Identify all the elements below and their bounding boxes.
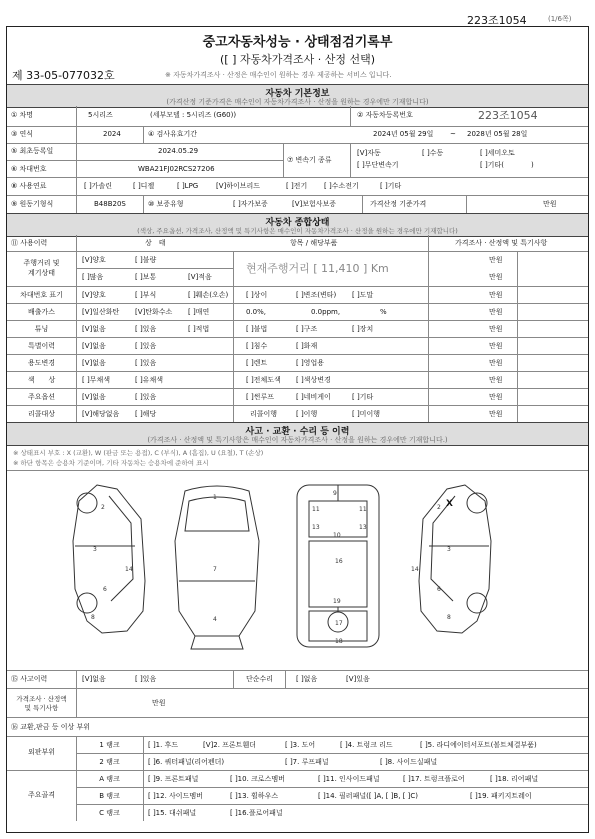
options-navigation: [ ]네비게이	[296, 393, 331, 401]
simple-repair-label: 단순수리	[246, 675, 274, 683]
special-price-unit: 만원	[489, 342, 503, 350]
simple-repair-yes: [V]있음	[346, 675, 370, 683]
recall-none: [V]해당없음	[82, 410, 120, 418]
recall-done-label: 리콜이행	[250, 410, 278, 418]
part-front-fender: [V]2. 프론트휀더	[203, 741, 256, 749]
vin-mark-good: [V]양호	[82, 291, 106, 299]
tuning-legal: [ ]적법	[188, 325, 210, 333]
document-number: 223조1054	[467, 14, 527, 27]
col-item-label: 항목 / 해당부품	[290, 239, 338, 247]
recall-not-done: [ ]미이행	[352, 410, 380, 418]
part-hood: [ ]1. 후드	[148, 741, 179, 749]
basic-info-title: 자동차 기본정보	[265, 89, 330, 99]
tuning-illegal: [ ]불법	[246, 325, 268, 333]
svg-text:2: 2	[437, 504, 441, 511]
part-trunk-floor: [ ]17. 트렁크플로어	[403, 775, 465, 783]
tuning-yes: [ ]있음	[135, 325, 157, 333]
color-full-repaint: [ ]전체도색	[246, 376, 281, 384]
trans-opt-auto: [V]자동	[357, 149, 381, 157]
first-reg-value: 2024.05.29	[158, 147, 199, 155]
special-flood: [ ]침수	[246, 342, 268, 350]
special-none: [V]없음	[82, 342, 106, 350]
mileage-price-unit-1: 만원	[489, 256, 503, 264]
mileage-many: [ ]많음	[82, 273, 104, 281]
part-dash-panel: [ ]15. 대쉬패널	[148, 809, 197, 817]
outer-panel-label: 외판부위	[27, 748, 56, 756]
emission-co: [V]일산화탄	[82, 308, 120, 316]
special-history-label: 특별이력	[27, 342, 56, 350]
exchange-mark: X	[446, 499, 453, 509]
document-subtitle: ([ ] 자동차가격조사 · 산정 선택)	[219, 53, 376, 66]
svg-text:4: 4	[213, 616, 217, 623]
part-radiator-support: [ ]5. 라디에이터서포트(볼트체결부품)	[420, 741, 537, 749]
rank-c-label: C 랭크	[99, 809, 120, 817]
color-achromatic: [ ]무채색	[82, 376, 110, 384]
part-pillar-panel: [ ]14. 필러패널([ ]A, [ ]B, [ ]C)	[318, 792, 418, 800]
engine-value: B48B20S	[94, 200, 126, 208]
car-diagram	[7, 471, 588, 670]
svg-text:10: 10	[333, 532, 341, 539]
page-indicator: (1/6쪽)	[548, 15, 572, 23]
part-side-sill-panel: [ ]8. 사이드실패널	[380, 758, 438, 766]
emission-hc: [V]탄화수소	[135, 308, 173, 316]
serial-number: 제 33-05-077032호	[12, 69, 115, 82]
current-mileage: 현재주행거리 [ 11,410 ] Km	[246, 262, 389, 275]
passenger-car-note: ※ 하단 항목은 승용차 기준이며, 기타 자동차는 승용차에 준하여 표시	[13, 459, 209, 467]
tuning-device: [ ]장치	[352, 325, 374, 333]
accident-title: 사고 · 교환 · 수리 등 이력	[245, 427, 350, 437]
main-frame-label: 주요골격	[27, 791, 56, 799]
vin-mark-damaged: [ ]훼손(오손)	[188, 291, 229, 299]
emission-price-unit: 만원	[489, 308, 503, 316]
accident-note: (가격조사 · 산정액 및 특기사항은 매수인이 자동차가격조사 · 산정을 원하는 경우에만 기재합니다.)	[147, 436, 448, 444]
fuel-opt-other: [ ]기타	[380, 182, 402, 190]
svg-text:3: 3	[447, 546, 451, 553]
tuning-label: 튜닝	[34, 325, 49, 333]
mileage-bad: [ ]불량	[135, 256, 157, 264]
part-wheel-house: [ ]13. 휠하우스	[230, 792, 279, 800]
svg-text:14: 14	[411, 566, 419, 573]
usage-change-price-unit: 만원	[489, 359, 503, 367]
part-door: [ ]3. 도어	[285, 741, 316, 749]
emission-hc-value: 0.0ppm,	[311, 308, 341, 316]
rank-1-label: 1 랭크	[99, 741, 120, 749]
accident-history-label: ⑮ 사고이력	[11, 675, 48, 683]
svg-text:3: 3	[93, 546, 97, 553]
car-left-side-view	[73, 485, 145, 633]
color-chromatic: [ ]유채색	[135, 376, 163, 384]
vin-value: WBA21FJ02RCS27206	[138, 165, 215, 173]
usage-change-rent: [ ]렌트	[246, 359, 268, 367]
emission-smoke-unit: %	[380, 308, 387, 316]
svg-text:16: 16	[335, 558, 343, 565]
rank-b-label: B 랭크	[99, 792, 120, 800]
tuning-none: [V]없음	[82, 325, 106, 333]
emission-co-value: 0.0%,	[246, 308, 267, 316]
basic-info-note: (가격산정 기준가격은 매수인이 자동차가격조사 · 산정을 원하는 경우에만 기재합니다)	[166, 98, 429, 106]
fuel-opt-diesel: [ ]디젤	[133, 182, 155, 190]
inspection-tilde: ~	[450, 130, 456, 138]
car-right-side-view	[419, 485, 491, 633]
vin-mark-price-unit: 만원	[489, 291, 503, 299]
warranty-label: ⑩ 보증유형	[148, 200, 184, 208]
warranty-opt-insurer: [V]보험사보증	[292, 200, 337, 208]
trans-opt-other-close: )	[531, 161, 534, 169]
part-side-member: [ ]12. 사이드멤버	[148, 792, 203, 800]
vin-mark-label: 차대번호 표기	[20, 291, 63, 299]
car-name-label: ① 차명	[11, 111, 34, 119]
usage-change-label: 용도변경	[27, 359, 56, 367]
tuning-price-unit: 만원	[489, 325, 503, 333]
svg-text:2: 2	[101, 504, 105, 511]
year-value: 2024	[103, 130, 121, 138]
rank-a-label: A 랭크	[99, 775, 120, 783]
part-quarter-panel: [ ]6. 쿼터패널(리어펜더)	[148, 758, 225, 766]
mileage-normal: [ ]보통	[135, 273, 157, 281]
svg-text:14: 14	[125, 566, 133, 573]
usage-change-none: [V]없음	[82, 359, 106, 367]
svg-text:8: 8	[91, 614, 95, 621]
car-model-detail: (세부모델 : 5시리즈 (G60))	[150, 111, 237, 119]
emission-smoke: [ ]매연	[188, 308, 210, 316]
svg-text:1: 1	[213, 494, 217, 501]
year-label: ③ 연식	[11, 130, 34, 138]
vin-mark-different: [ ]상이	[246, 291, 268, 299]
fuel-opt-electric: [ ]전기	[286, 182, 308, 190]
svg-text:17: 17	[335, 620, 343, 627]
price-basis-unit: 만원	[543, 200, 557, 208]
col-state-label: 상 태	[145, 239, 166, 247]
part-rear-panel: [ ]18. 리어패널	[490, 775, 539, 783]
vin-mark-painted: [ ]도말	[352, 291, 374, 299]
color-price-unit: 만원	[489, 376, 503, 384]
svg-text:6: 6	[437, 586, 441, 593]
car-front-view	[175, 486, 259, 649]
part-trunk-lid: [ ]4. 트렁크 리드	[340, 741, 393, 749]
fuel-opt-hybrid: [V]하이브리드	[216, 182, 261, 190]
accident-price-label: 가격조사 · 산정액 및 특기사항	[16, 695, 67, 712]
options-other: [ ]기타	[352, 393, 374, 401]
vin-mark-altered: [ ]변조(변타)	[296, 291, 337, 299]
serial-note: ※ 자동차가격조사 · 산정은 매수인이 원하는 경우 제공하는 서비스 입니다.	[165, 71, 392, 79]
svg-text:6: 6	[103, 586, 107, 593]
svg-text:8: 8	[447, 614, 451, 621]
svg-text:9: 9	[333, 490, 337, 497]
trans-opt-other: [ ]기타(	[480, 161, 504, 169]
part-package-tray: [ ]19. 패키지트레이	[470, 792, 532, 800]
reg-number-label: ② 자동차등록번호	[357, 111, 413, 119]
svg-text:19: 19	[333, 598, 341, 605]
part-front-panel: [ ]9. 프론트패널	[148, 775, 199, 783]
inspection-from: 2024년 05월 29일	[373, 130, 434, 138]
options-none: [V]없음	[82, 393, 106, 401]
part-roof-panel: [ ]7. 루프패널	[285, 758, 329, 766]
tuning-structure: [ ]구조	[296, 325, 318, 333]
fuel-label: ⑧ 사용연료	[11, 182, 47, 190]
special-yes: [ ]있음	[135, 342, 157, 350]
part-cross-member: [ ]10. 크로스멤버	[230, 775, 285, 783]
col-price-label: 가격조사 · 산정액 및 특기사항	[455, 239, 548, 247]
recall-done: [ ]이행	[296, 410, 318, 418]
usage-change-yes: [ ]있음	[135, 359, 157, 367]
recall-label: 리콜대상	[27, 410, 56, 418]
fuel-opt-hydrogen: [ ]수소전기	[324, 182, 359, 190]
options-yes: [ ]있음	[135, 393, 157, 401]
fuel-opt-gasoline: [ ]가솔린	[84, 182, 112, 190]
svg-text:13: 13	[359, 524, 367, 531]
part-floor-panel: [ ]16.플로어패널	[230, 809, 283, 817]
car-name: 5시리즈	[88, 111, 113, 119]
trans-opt-manual: [ ]수동	[422, 149, 444, 157]
usage-change-commercial: [ ]영업용	[296, 359, 324, 367]
color-change: [ ]색상변경	[296, 376, 331, 384]
trans-opt-semiauto: [ ]세미오토	[480, 149, 515, 157]
transmission-label: ⑦ 변속기 종류	[287, 156, 332, 164]
options-label: 주요옵션	[27, 393, 56, 401]
parts-header: ⑯ 교환,판금 등 이상 부위	[11, 723, 90, 731]
inspection-to: 2028년 05월 28일	[467, 130, 528, 138]
mileage-few: [V]적음	[188, 273, 212, 281]
overall-status-note: (색상, 주요옵션, 가격조사, 산정액 및 특기사항은 매수인이 자동차가격조사 · 산정을 원하는 경우에만 기재합니다)	[137, 227, 458, 235]
mileage-price-unit-2: 만원	[489, 273, 503, 281]
emission-label: 배출가스	[27, 308, 56, 316]
part-inside-panel: [ ]11. 인사이드패널	[318, 775, 380, 783]
svg-text:11: 11	[359, 506, 367, 513]
accident-history-yes: [ ]있음	[135, 675, 157, 683]
first-reg-label: ⑤ 최초등록일	[11, 147, 54, 155]
svg-text:13: 13	[312, 524, 320, 531]
rank-2-label: 2 랭크	[99, 758, 120, 766]
options-price-unit: 만원	[489, 393, 503, 401]
engine-label: ⑨ 원동기형식	[11, 200, 54, 208]
vin-mark-corroded: [ ]부식	[135, 291, 157, 299]
recall-price-unit: 만원	[489, 410, 503, 418]
accident-history-none: [V]없음	[82, 675, 106, 683]
reg-number: 223조1054	[478, 109, 538, 122]
col-usage-label: ⑪ 사용이력	[11, 239, 48, 247]
trans-opt-cvt: [ ]무단변속기	[357, 161, 399, 169]
accident-price-unit: 만원	[152, 699, 166, 707]
svg-text:18: 18	[335, 638, 343, 645]
svg-text:7: 7	[213, 566, 217, 573]
mileage-label: 주행거리 및 계기상태	[23, 259, 60, 277]
mileage-good: [V]양호	[82, 256, 106, 264]
color-label: 색 상	[27, 376, 56, 384]
svg-text:11: 11	[312, 506, 320, 513]
inspection-label: ④ 검사유효기간	[148, 130, 198, 138]
recall-applicable: [ ]해당	[135, 410, 157, 418]
warranty-opt-self: [ ]자가보증	[233, 200, 268, 208]
document-title: 중고자동차성능 · 상태점검기록부	[202, 35, 393, 50]
fuel-opt-lpg: [ ]LPG	[177, 182, 199, 190]
special-fire: [ ]화재	[296, 342, 318, 350]
options-sunroof: [ ]썬루프	[246, 393, 274, 401]
status-symbols-note: ※ 상태표시 부호 : X (교환), W (판금 또는 용접), C (부식), A (흠집), U (요철), T (손상)	[13, 449, 264, 457]
overall-status-title: 자동차 종합상태	[265, 218, 330, 228]
vin-label: ⑥ 차대번호	[11, 165, 47, 173]
simple-repair-none: [ ]없음	[296, 675, 318, 683]
price-basis-label: 가격산정 기준가격	[370, 200, 427, 208]
